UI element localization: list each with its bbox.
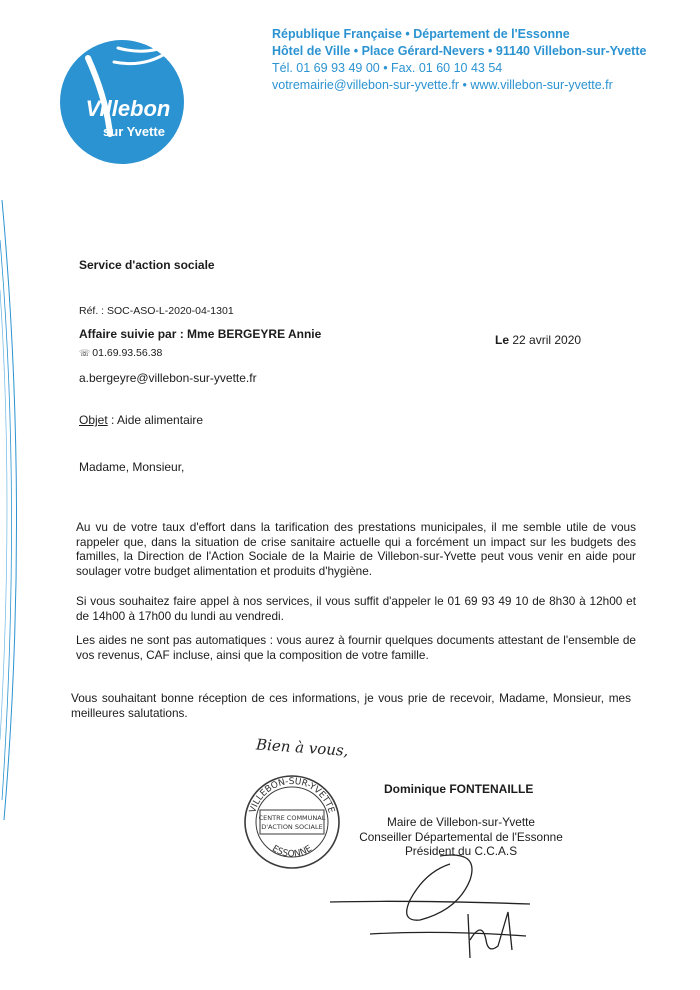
decorative-arcs [0,200,30,820]
subject-label: Objet [79,413,108,427]
header-line-address: Hôtel de Ville • Place Gérard-Nevers • 91140 Villebon-sur-Yvette [272,44,647,58]
stamp-center-line-1: CENTRE COMMUNAL [258,814,326,822]
service-title: Service d'action sociale [79,258,215,272]
signer-role-councillor: Conseiller Départemental de l'Essonne [359,829,563,844]
header-line-phone-fax: Tél. 01 69 93 49 00 • Fax. 01 60 10 43 54 [272,61,503,75]
reference: Réf. : SOC-ASO-L-2020-04-1301 [79,305,234,317]
logo-text-sur-yvette: sur Yvette [103,124,165,139]
body-paragraph-3: Les aides ne sont pas automatiques : vous aurez à fournir quelques documents attestant de l'ensemble de vos revenus, CAF incluse, ainsi que la composition de votre famille. [76,633,636,662]
stamp-center-line-2: D'ACTION SOCIALE [261,823,323,831]
contact-phone [79,347,162,359]
body-paragraph-1: Au vu de votre taux d'effort dans la tarification des prestations municipales, il me semble utile de vous rappeler que, dans la situation de crise sanitaire actuelle qui a forcément un impact sur les budgets des familles, la Direction de l'Action Sociale de la Mairie de Villebon-sur-Yvette peut vous venir en aide pour soulager votre budget alimentation et produits d'hygiène. [76,520,636,578]
handwritten-signature [330,850,530,960]
subject-value: : Aide alimentaire [107,413,204,427]
letter-date [495,333,581,347]
stamp-bottom-text: ESSONNE [270,843,314,860]
salutation: Madame, Monsieur, [79,460,185,474]
case-handler [79,327,321,341]
official-stamp [240,770,344,870]
villebon-logo [58,38,186,166]
letterhead [272,26,692,94]
case-handler-label: Affaire suivie par : [79,327,184,341]
handwritten-closing [252,734,392,764]
handwritten-closing-text: Bien à vous, [255,735,350,760]
closing-paragraph: Vous souhaitant bonne réception de ces informations, je vous prie de recevoir, Madame, Monsieur, mes meilleures salutations. [71,691,631,720]
phone-icon: ☏ [79,348,91,358]
signer-role-ccas: Président du C.C.A.S [404,844,518,858]
body-paragraph-2: Si vous souhaitez faire appel à nos services, il vous suffit d'appeler le 01 69 93 49 10 de 8h30 à 12h00 et de 14h00 à 17h00 du lundi au vendredi. [76,594,636,623]
signer-role-mayor: Maire de Villebon-sur-Yvette [387,815,535,829]
header-line-web: votremairie@villebon-sur-yvette.fr • www.villebon-sur-yvette.fr [272,78,613,92]
subject-line [79,413,203,427]
date-value: 22 avril 2020 [512,333,582,347]
contact-email: a.bergeyre@villebon-sur-yvette.fr [79,371,257,385]
header-line-republique: République Française • Département de l'Essonne [272,27,570,41]
signer-name: Dominique FONTENAILLE [384,782,534,796]
logo-text-villebon: Villebon [85,96,171,121]
case-handler-name: Mme BERGEYRE Annie [187,327,322,341]
stamp-top-text: VILLEBON-SUR-YVETTE [248,776,336,815]
phone-number: 01.69.93.56.38 [92,347,163,359]
date-prefix: Le [495,333,510,347]
